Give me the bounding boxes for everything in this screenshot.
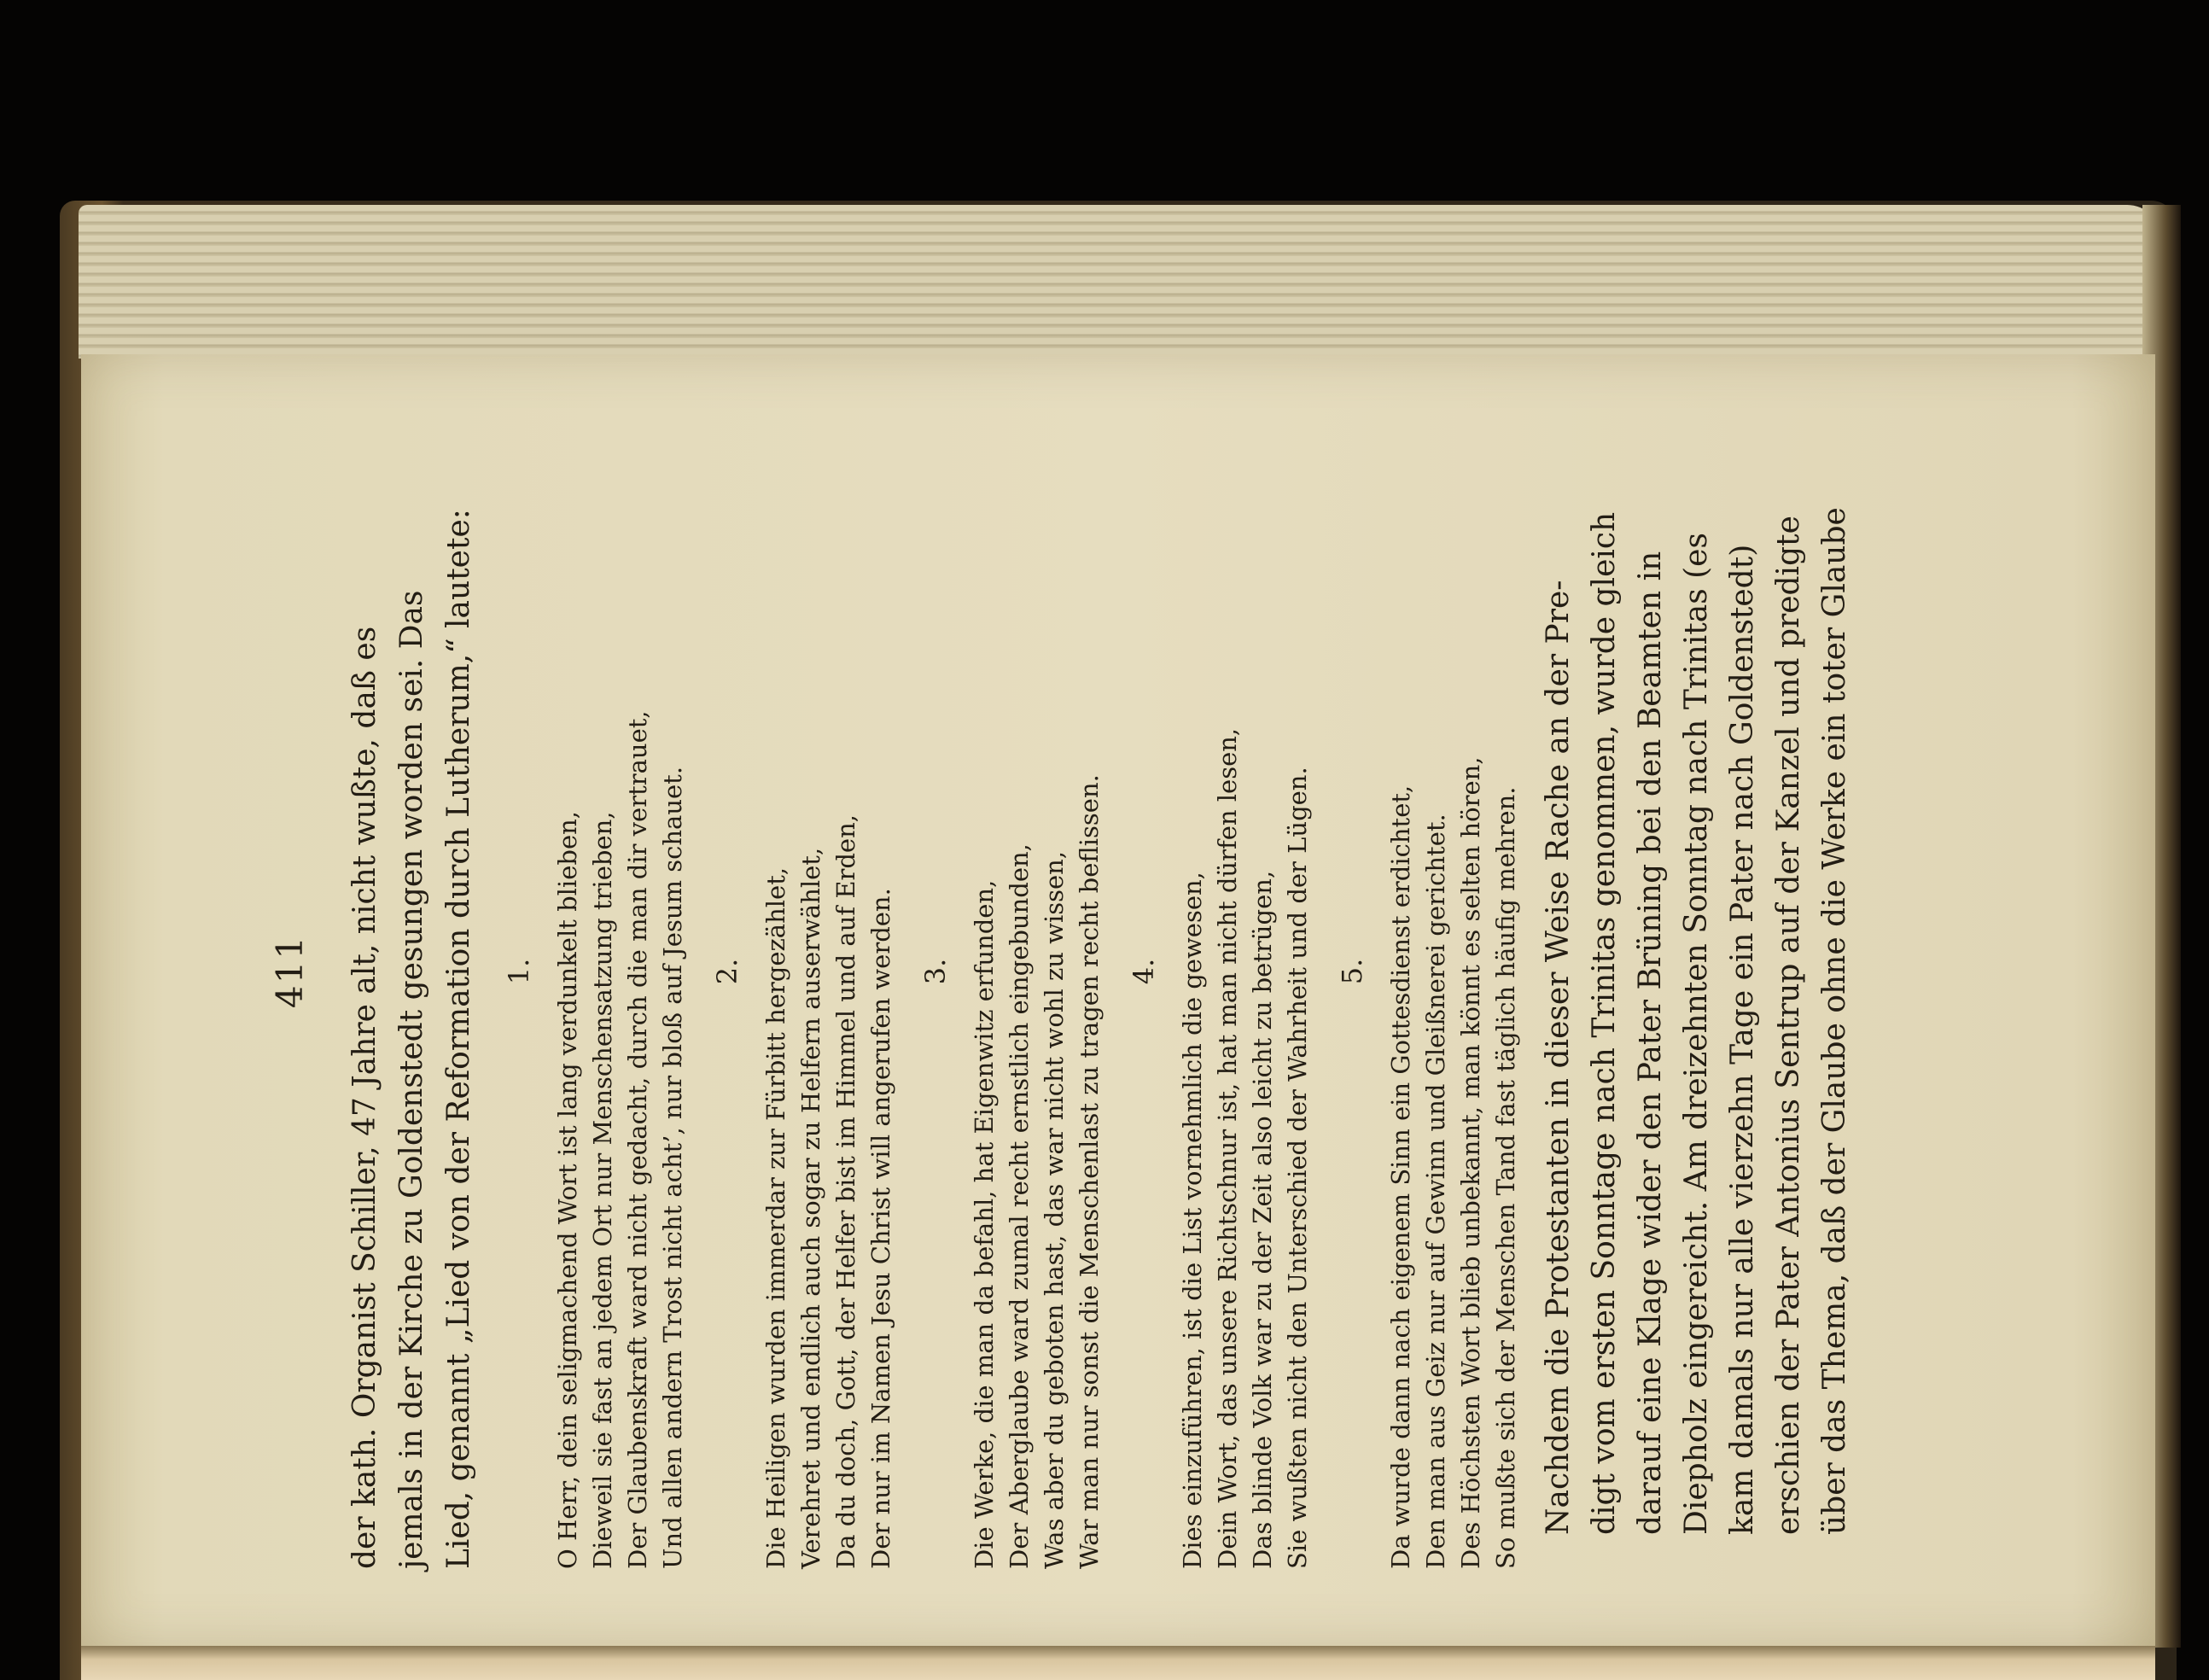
stanza-line: Sie wußten nicht den Unterschied der Wahrheit und der Lügen. bbox=[1283, 767, 1312, 1569]
stanza bbox=[551, 374, 691, 1569]
stanza-line: Den man aus Geiz nur auf Gewinn und Gleißnerei gerichtet. bbox=[1421, 814, 1450, 1569]
stanza-line: Was aber du geboten hast, das war nicht wohl zu wissen, bbox=[1040, 850, 1069, 1569]
stanza-line: Das blinde Volk war zu der Zeit also leicht zu betrügen, bbox=[1248, 870, 1277, 1569]
stanza-line: Dein Wort, das unsere Richtschnur ist, hat man nicht dürfen lesen, bbox=[1213, 727, 1242, 1569]
stanza-line: Da du doch, Gott, der Helfer bist im Himmel und auf Erden, bbox=[831, 814, 860, 1569]
stanza-line: So mußte sich der Menschen Tand fast täglich häufig mehren. bbox=[1491, 786, 1520, 1569]
stanza-line: Der nur im Namen Jesu Christ will angerufen werden. bbox=[866, 888, 895, 1569]
stanza-line: Des Höchsten Wort blieb unbekannt, man könnt es selten hören, bbox=[1456, 756, 1485, 1569]
closing-line: darauf eine Klage wider den Pater Brüning bei den Beamten in bbox=[1633, 551, 1668, 1535]
stanza-number: 4. bbox=[1128, 958, 1160, 985]
intro-line: Lied, genannt „Lied von der Reformation durch Lutherum,“ lautete: bbox=[441, 509, 476, 1569]
stanza-line: O Herr, dein seligmachend Wort ist lang verdunkelt blieben, bbox=[553, 811, 582, 1569]
intro-paragraph bbox=[341, 374, 482, 1569]
stanza-line: Die Werke, die man da befahl, hat Eigenwitz erfunden, bbox=[970, 879, 999, 1569]
closing-line: kam damals nur alle vierzehn Tage ein Pater nach Goldenstedt) bbox=[1725, 544, 1760, 1535]
stanza-line: Der Aberglaube ward zumal recht ernstlich eingebunden, bbox=[1005, 843, 1034, 1569]
stanza-line: Der Glaubenskraft ward nicht gedacht, durch die man dir vertrauet, bbox=[623, 710, 652, 1569]
stanza bbox=[967, 374, 1107, 1569]
closing-line: Diepholz eingereicht. Am dreizehnten Sonntag nach Trinitas (es bbox=[1679, 533, 1714, 1535]
stanza-line: Und allen andern Trost nicht acht’, nur bloß auf Jesum schauet. bbox=[658, 766, 687, 1569]
stanza-line: War man nur sonst die Menschenlast zu tragen recht beflissen. bbox=[1075, 774, 1104, 1569]
stanza-line: Dieweil sie fast an jedem Ort nur Menschensatzung trieben, bbox=[588, 811, 617, 1569]
closing-paragraph bbox=[1536, 374, 1858, 1569]
page-number: 411 bbox=[269, 934, 311, 1009]
stanza-line: Die Heiligen wurden immerdar zur Fürbitt hergezählet, bbox=[761, 866, 790, 1569]
closing-line: über das Thema, daß der Glaube ohne die Werke ein toter Glaube bbox=[1817, 507, 1852, 1535]
stanza-line: Dies einzuführen, ist die List vornehmlich die gewesen, bbox=[1178, 872, 1207, 1569]
stanza-number: 3. bbox=[919, 958, 952, 985]
closing-line: erschien der Pater Antonius Sentrup auf der Kanzel und predigte bbox=[1771, 516, 1806, 1535]
stanza-number: 2. bbox=[711, 958, 743, 985]
intro-line: der kath. Organist Schiller, 47 Jahre alt, nicht wußte, daß es bbox=[347, 626, 382, 1569]
stanza-line: Verehret und endlich auch sogar zu Helfern auserwählet, bbox=[796, 847, 825, 1569]
page-stack-edge bbox=[79, 205, 2161, 359]
stanza bbox=[1384, 374, 1524, 1569]
stanza-line: Da wurde dann nach eigenem Sinn ein Gottesdienst erdichtet, bbox=[1386, 785, 1415, 1569]
stanza bbox=[1175, 374, 1315, 1569]
page-text-block bbox=[269, 374, 1869, 1569]
intro-line: jemals in der Kirche zu Goldenstedt gesungen worden sei. Das bbox=[394, 590, 429, 1569]
stanza-number: 1. bbox=[503, 958, 535, 985]
stanza bbox=[759, 374, 899, 1569]
stanza-number: 5. bbox=[1336, 958, 1368, 985]
closing-line: digt vom ersten Sonntage nach Trinitas genommen, wurde gleich bbox=[1587, 511, 1622, 1535]
facing-page-edge bbox=[81, 1646, 2155, 1680]
closing-line: Nachdem die Protestanten in dieser Weise Rache an der Pre- bbox=[1541, 580, 1576, 1535]
